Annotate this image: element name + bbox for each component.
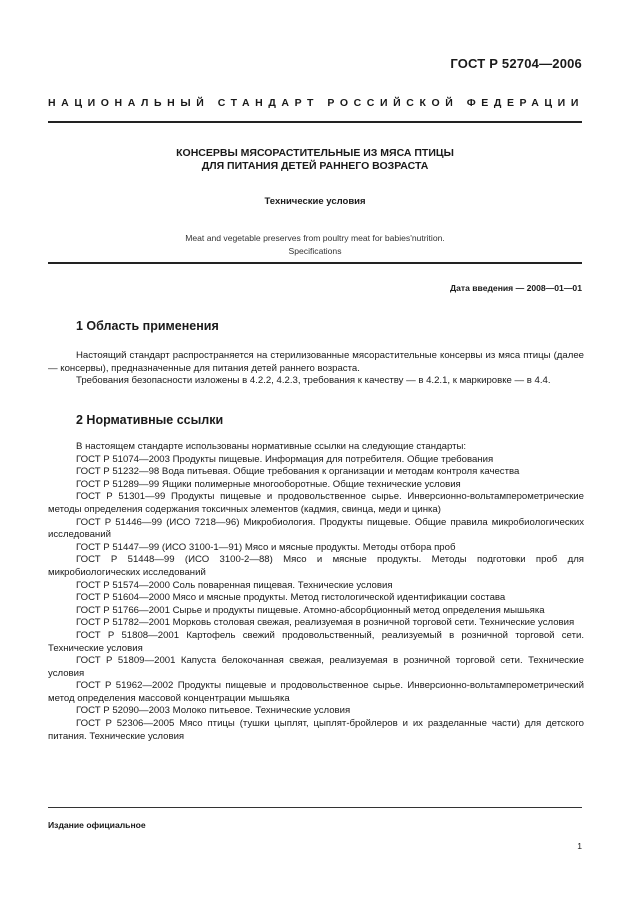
reference-item: ГОСТ Р 51604—2000 Мясо и мясные продукты. Метод гистологической идентификации состава bbox=[76, 592, 506, 604]
normative-references-list bbox=[48, 441, 584, 743]
banner-word: СТАНДАРТ bbox=[217, 97, 320, 109]
reference-item: ГОСТ Р 51766—2001 Сырье и продукты пищевые. Атомно-абсорбционный метод определения мышьяка bbox=[76, 604, 545, 616]
title-rule bbox=[48, 262, 582, 264]
page-number: 1 bbox=[577, 841, 582, 851]
reference-item: ГОСТ Р 52306—2005 Мясо птицы (тушки цыплят, цыплят-бройлеров и их разделанные части) для детского питания. Технические условия bbox=[48, 718, 584, 742]
title-line: КОНСЕРВЫ МЯСОРАСТИТЕЛЬНЫЕ ИЗ МЯСА ПТИЦЫ bbox=[176, 147, 454, 159]
english-title-line: Meat and vegetable preserves from poultry meat for babies'nutrition. bbox=[185, 233, 445, 243]
footer-rule bbox=[48, 807, 582, 808]
paragraph: Требования безопасности изложены в 4.2.2, 4.2.3, требования к качеству — в 4.2.1, к маркировке — в 4.4. bbox=[76, 375, 551, 387]
reference-item: ГОСТ Р 51808—2001 Картофель свежий продовольственный, реализуемый в розничной торговой сети. Технические условия bbox=[48, 629, 584, 654]
banner-word: ФЕДЕРАЦИИ bbox=[466, 97, 584, 109]
reference-item: ГОСТ Р 51574—2000 Соль поваренная пищевая. Технические условия bbox=[76, 579, 393, 591]
banner-word: РОССИЙСКОЙ bbox=[327, 97, 459, 109]
section-1-heading: 1 Область применения bbox=[76, 319, 219, 333]
reference-item: ГОСТ Р 51809—2001 Капуста белокочанная свежая, реализуемая в розничной торговой сети. Технические условия bbox=[48, 655, 584, 679]
introduction-date: Дата введения — 2008—01—01 bbox=[449, 283, 582, 293]
paragraph: Настоящий стандарт распространяется на стерилизованные мясорастительные консервы из мяса птицы (далее — консервы), предназначенные для питания детей раннего возраста. bbox=[48, 350, 584, 374]
reference-item: ГОСТ Р 51448—99 (ИСО 3100-2—88) Мясо и мясные продукты. Методы подготовки проб для микробиологических исследований bbox=[48, 554, 584, 578]
section-2-heading: 2 Нормативные ссылки bbox=[76, 413, 224, 427]
reference-item: ГОСТ Р 51232—98 Вода питьевая. Общие требования к организации и методам контроля качества bbox=[76, 466, 520, 478]
gost-number: ГОСТ Р 52704—2006 bbox=[450, 56, 582, 71]
reference-item: ГОСТ Р 51446—99 (ИСО 7218—96) Микробиология. Продукты пищевые. Общие правила микробиологических исследований bbox=[48, 516, 584, 541]
reference-item: ГОСТ Р 51447—99 (ИСО 3100-1—91) Мясо и мясные продукты. Методы отбора проб bbox=[76, 541, 456, 553]
reference-item: ГОСТ Р 52090—2003 Молоко питьевое. Технические условия bbox=[76, 705, 351, 717]
edition-label: Издание официальное bbox=[48, 820, 146, 830]
document-title bbox=[48, 147, 582, 173]
english-title bbox=[48, 232, 582, 258]
paragraph: В настоящем стандарте использованы нормативные ссылки на следующие стандарты: bbox=[76, 441, 467, 452]
banner-word: НАЦИОНАЛЬНЫЙ bbox=[48, 97, 210, 109]
national-standard-banner bbox=[48, 97, 584, 109]
header-rule bbox=[48, 121, 582, 123]
document-subtitle: Технические условия bbox=[264, 196, 366, 207]
reference-item: ГОСТ Р 51289—99 Ящики полимерные многооборотные. Общие технические условия bbox=[76, 478, 461, 490]
title-line: ДЛЯ ПИТАНИЯ ДЕТЕЙ РАННЕГО ВОЗРАСТА bbox=[201, 160, 429, 172]
reference-item: ГОСТ Р 51301—99 Продукты пищевые и продовольственное сырье. Инверсионно-вольтамперометрические методы определения содержания токсичных элементов (кадмия, свинца, меди и цинка) bbox=[48, 491, 584, 515]
reference-item: ГОСТ Р 51962—2002 Продукты пищевые и продовольственное сырье. Инверсионно-вольтамперометрический метод определения массовой концентрации мышьяка bbox=[48, 680, 584, 704]
reference-item: ГОСТ Р 51074—2003 Продукты пищевые. Информация для потребителя. Общие требования bbox=[76, 453, 494, 465]
reference-item: ГОСТ Р 51782—2001 Морковь столовая свежая, реализуемая в розничной торговой сети. Технические условия bbox=[76, 617, 575, 629]
section-1-body bbox=[48, 350, 584, 388]
english-title-line: Specifications bbox=[288, 246, 342, 256]
